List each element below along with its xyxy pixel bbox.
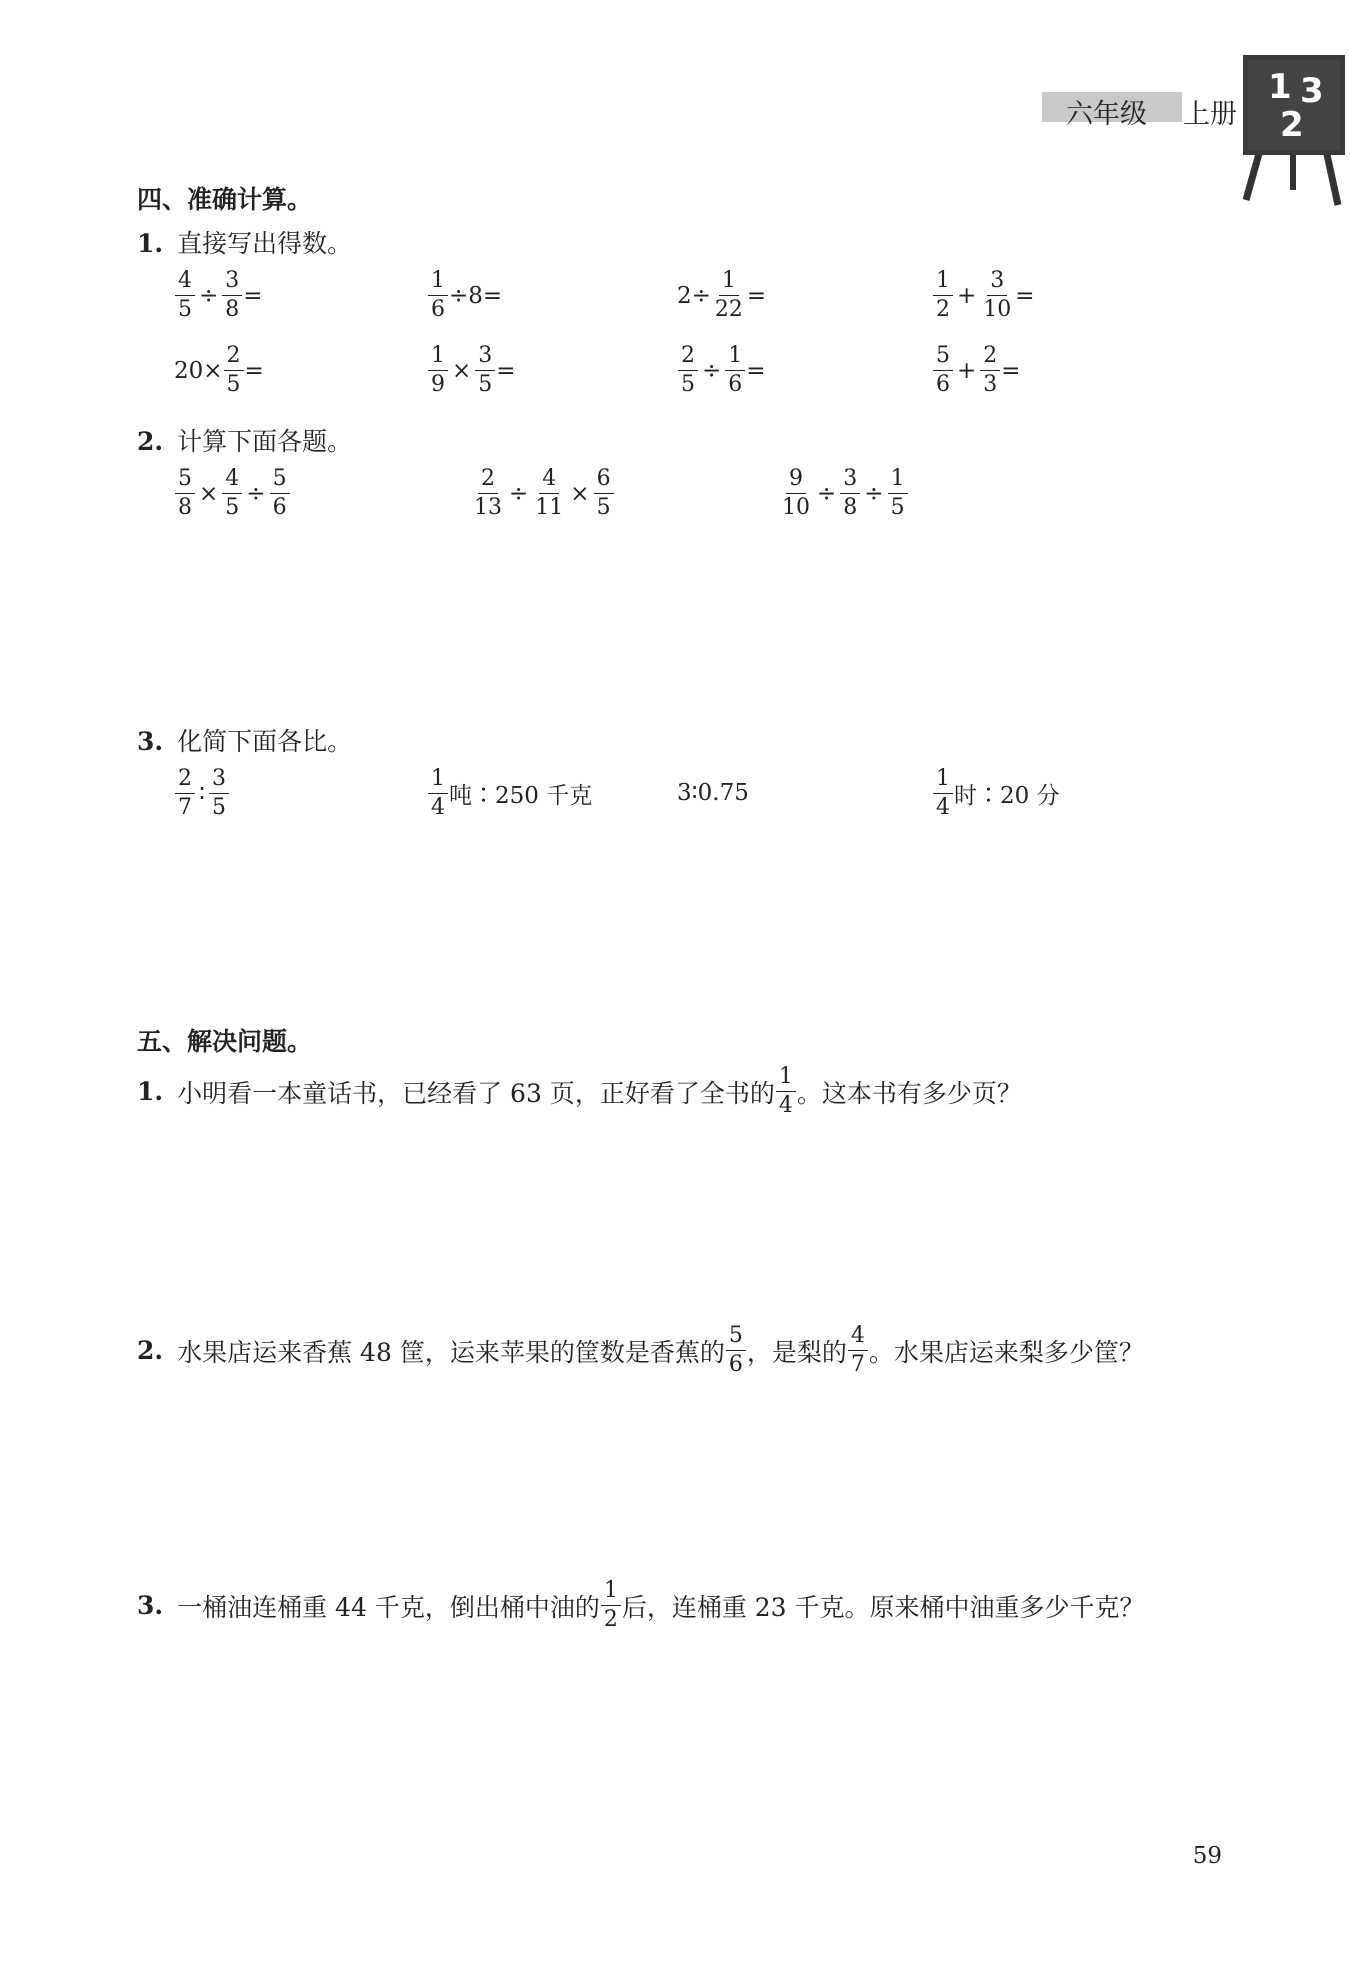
q1-expr-7: $\frac{2}{5}$ ÷ $\frac{1}{6}$ =	[677, 345, 766, 396]
q3-ratio-1: $\frac{2}{7}$ ∶ $\frac{3}{5}$	[174, 768, 230, 819]
q1-expr-8: $\frac{5}{6}$ + $\frac{2}{3}$ =	[932, 345, 1021, 396]
q2-number: 2.	[137, 427, 164, 456]
q1-expr-5: 20× $\frac{2}{5}$ =	[174, 343, 264, 397]
problem-2: 2. 水果店运来香蕉 48 筐，运来苹果的筐数是香蕉的 $\frac{5}{6}$ ，是梨的 $\frac{4}{7}$ 。水果店运来梨多少筐？	[137, 1323, 1144, 1377]
q2-heading	[137, 422, 352, 458]
q1-expr-4: $\frac{1}{2}$ + $\frac{3}{10}$ =	[932, 270, 1035, 321]
q3-ratio-4: $\frac{1}{4}$ 时∶20 分	[932, 768, 1060, 819]
q2-expr-1: $\frac{5}{8}$ × $\frac{4}{5}$ ÷ $\frac{5}{6}$	[174, 468, 291, 519]
q2-expr-3: $\frac{9}{10}$ ÷ $\frac{3}{8}$ ÷ $\frac{1}{5}$	[778, 468, 909, 519]
q2-title: 计算下面各题。	[177, 427, 353, 456]
q3-number: 3.	[137, 727, 164, 756]
q1-expr-3: 2÷ $\frac{1}{22}$ =	[677, 268, 767, 322]
section4-title: 四、准确计算。	[137, 185, 313, 214]
grade-label: 六年级	[1066, 99, 1147, 130]
q3-ratio-2: $\frac{1}{4}$ 吨∶250 千克	[427, 768, 592, 819]
q1-number: 1.	[137, 229, 164, 258]
logo-digit: 1	[1268, 67, 1292, 107]
q3-title: 化简下面各比。	[177, 727, 353, 756]
q1-heading	[137, 224, 352, 260]
q1-expr-6: $\frac{1}{9}$ × $\frac{3}{5}$ =	[427, 345, 516, 396]
q1-title: 直接写出得数。	[177, 229, 353, 258]
section5-title: 五、解决问题。	[137, 1027, 313, 1056]
q3-heading	[137, 722, 352, 758]
logo-digit: 3	[1300, 71, 1324, 111]
logo-digit: 2	[1280, 105, 1304, 145]
problem-1: 1. 小明看一本童话书，已经看了 63 页，正好看了全书的 $\frac{1}{4}$ 。这本书有多少页？	[137, 1064, 1022, 1118]
volume-label: 上册	[1183, 99, 1237, 130]
problem-3: 3. 一桶油连桶重 44 千克，倒出桶中油的 $\frac{1}{2}$ 后，连桶重 23 千克。原来桶中油重多少千克？	[137, 1578, 1145, 1632]
q1-expr-2: $\frac{1}{6}$ ÷8=	[427, 270, 502, 321]
page-number: 59	[1192, 1843, 1222, 1869]
blackboard-logo-icon	[1238, 50, 1350, 210]
q1-expr-1: $\frac{4}{5}$ ÷ $\frac{3}{8}$ =	[174, 270, 263, 321]
q3-ratio-3: 3∶0.75	[677, 780, 749, 806]
q2-expr-2: $\frac{2}{13}$ ÷ $\frac{4}{11}$ × $\frac{6}{5}$	[470, 468, 615, 519]
